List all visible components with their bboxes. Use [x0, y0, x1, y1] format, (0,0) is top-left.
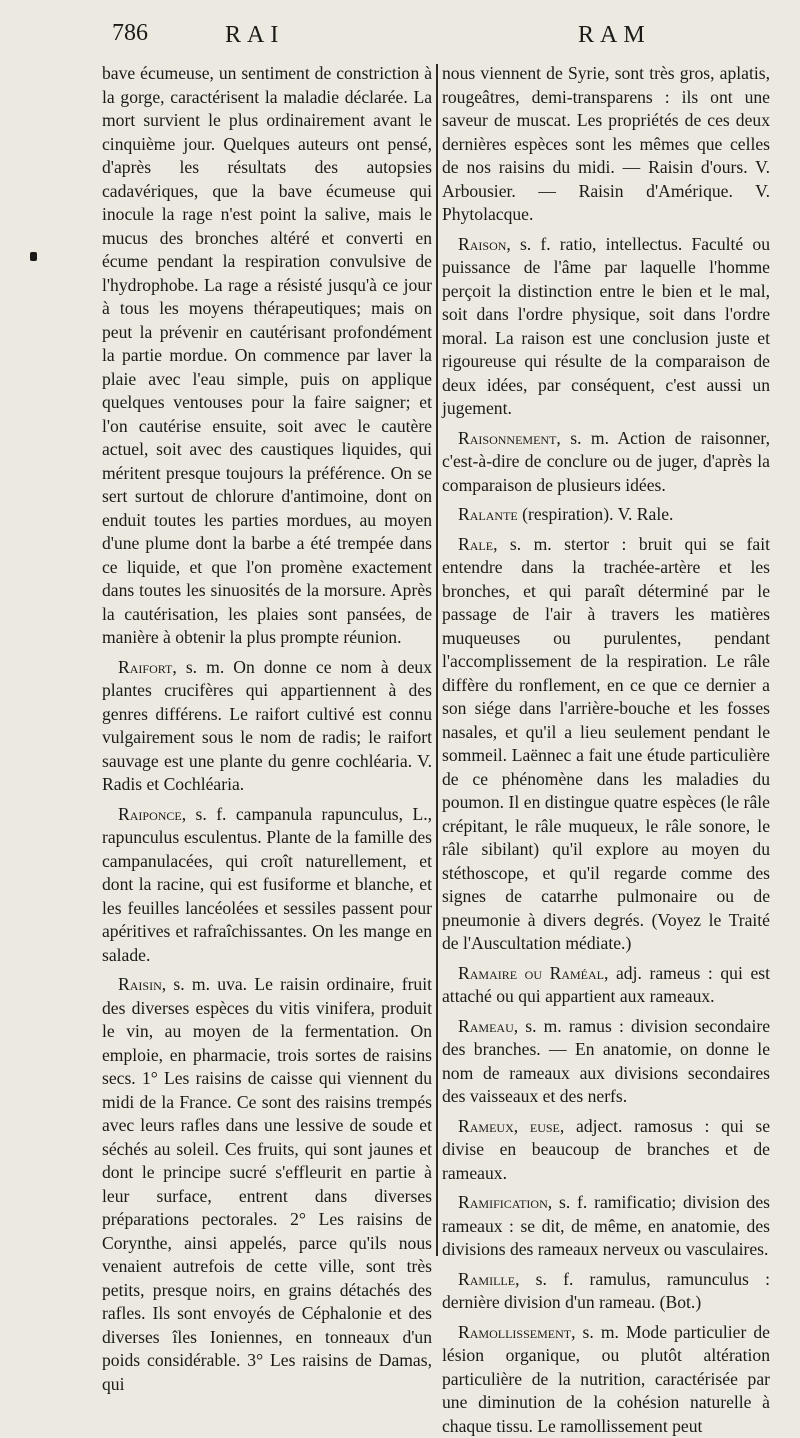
- headword: Ramille: [458, 1269, 515, 1289]
- headword: Raison: [458, 234, 506, 254]
- entry-raisonnement: [442, 427, 770, 498]
- entry-text: nous viennent de Syrie, sont très gros, aplatis, rougeâtres, demi-transparens : ils ont une saveur de muscat. Les propriétés de ces deux dernières espèces sont les mêmes que celles de nos raisins du midi. — Raisin d'ours. V. Arbousier. — Raisin d'Amérique. V. Phytolacque.: [442, 63, 770, 224]
- entry-text: , s. m. On donne ce nom à deux plantes crucifères qui appartiennent à des genres différens. Le raifort cultivé est connu vulgairement sous le nom de radis; le raifort sauvage est une plante du genre cochléaria. V. Radis et Cochléaria.: [102, 657, 432, 795]
- entry-text: , s. f. ramificatio; division des rameaux : se dit, de même, en anatomie, des divisions des rameaux nerveux ou vasculaires.: [442, 1192, 770, 1259]
- entry-rameau: [442, 1015, 770, 1109]
- entry-raiponce: [102, 803, 432, 968]
- entry-text: , s. m. uva. Le raisin ordinaire, fruit des diverses espèces du vitis vinifera, produit le vin, au moyen de la fermentation. On emploie, en pharmacie, trois sortes de raisins secs. 1° Les raisins de caisse qui viennent du midi de la France. Ce sont des raisins trempés avec leurs rafles dans une lessive de soude et séchés au soleil. Ces fruits, qui sont jaunes et dont le principe sucré s'effleurit en partie à leur surface, entrent dans diverses préparations pectorales. 2° Les raisins de Corynthe, ainsi appelés, parce qu'ils nous venaient autrefois de cette ville, sont très petits, presque noirs, en grains détachés des rafles. Ils sont envoyés de Céphalonie et des diverses îles Ioniennes, en tonneaux d'un poids considérable. 3° Les raisins de Damas, qui: [102, 974, 432, 1394]
- headword: Raisonnement: [458, 428, 556, 448]
- headword: Rale: [458, 534, 493, 554]
- entry-text: bave écumeuse, un sentiment de constriction à la gorge, caractérisent la maladie déclarée. La mort survient le plus ordinairement avant le cinquième jour. Quelques auteurs ont pensé, d'après les résultats des autopsies cadavériques, que la bave écumeuse qui inocule la rage n'est point la salive, mais le mucus des bronches altéré et converti en écume pendant la respiration convulsive de l'hydrophobe. La rage a résisté jusqu'à ce jour à tous les moyens thérapeutiques; mais on peut la prévenir en cautérisant profondément la partie mordue. On commence par laver la plaie avec l'eau simple, puis on applique quelques ventouses pour la faire saigner; et l'on cautérise ensuite, soit avec le cautère actuel, soit avec des caustiques liquides, qui méritent presque toujours la préférence. On se sert surtout de chlorure d'antimoine, dont on enduit toutes les parties mordues, au moyen d'une plume dont la barbe a été trempée dans ce liquide, et que l'on promène exactement dans toutes les sinuosités de la morsure. Après la cautérisation, les plaies sont pansées, de manière à obtenir la plus prompte réunion.: [102, 63, 432, 647]
- headword: Ramaire ou Raméal: [458, 963, 604, 983]
- entry-text: , s. f. ratio, intellectus. Faculté ou puissance de l'âme par laquelle l'homme perçoit la distinction entre le bien et le mal, soit dans l'ordre physique, soit dans l'ordre moral. La raison est une conclusion juste et rigoureuse qui résulte de la comparaison de deux idées, par conséquent, c'est aussi un jugement.: [442, 234, 770, 419]
- entry-continuation: [102, 62, 432, 650]
- entry-raisin: [102, 973, 432, 1396]
- page-header: [0, 20, 800, 60]
- entry-text: , s. m. Action de raisonner, c'est-à-dire de conclure ou de juger, d'après la comparaison de plusieurs idées.: [442, 428, 770, 495]
- entry-raifort: [102, 656, 432, 797]
- entry-ramille: [442, 1268, 770, 1315]
- entry-text: , adject. ramosus : qui se divise en beaucoup de branches et de rameaux.: [442, 1116, 770, 1183]
- right-column: [442, 62, 770, 1252]
- headword: Raiponce: [118, 804, 182, 824]
- column-divider: [436, 64, 438, 1256]
- headword: Ralante: [458, 504, 518, 524]
- entry-text: , s. m. Mode particulier de lésion organique, ou plutôt altération particulière de la nutrition, caractérisée par une diminution de la cohésion naturelle à chaque tissu. Le ramollissement peut: [442, 1322, 770, 1436]
- headword: Raifort: [118, 657, 172, 677]
- entry-text: , s. m. ramus : division secondaire des branches. — En anatomie, on donne le nom de rameaux aux divisions secondaires des vaisseaux et des nerfs.: [442, 1016, 770, 1107]
- margin-ink-mark: [30, 252, 37, 261]
- left-column: [102, 62, 432, 1252]
- running-head-left: RAI: [225, 22, 284, 49]
- headword: Rameau: [458, 1016, 514, 1036]
- headword: Ramollissement: [458, 1322, 571, 1342]
- headword: Rameux, euse: [458, 1116, 560, 1136]
- entry-ramollissement: [442, 1321, 770, 1438]
- entry-continuation: [442, 62, 770, 227]
- entry-ramaire: [442, 962, 770, 1009]
- entry-text: , adj. rameus : qui est attaché ou qui appartient aux rameaux.: [442, 963, 770, 1007]
- headword: Ramification: [458, 1192, 548, 1212]
- entry-text: , s. f. campanula rapunculus, L., rapunculus esculentus. Plante de la famille des campanulacées, qui croît naturellement, et dont la racine, qui est fusiforme et blanche, et les feuilles lancéolées et sessiles passent pour apéritives et rafraîchissantes. On les mange en salade.: [102, 804, 432, 965]
- page-number: 786: [112, 20, 148, 47]
- entry-text: (respiration). V. Rale.: [518, 504, 674, 524]
- entry-text: , s. f. ramulus, ramunculus : dernière division d'un rameau. (Bot.): [442, 1269, 770, 1313]
- entry-rameux: [442, 1115, 770, 1186]
- entry-text: , s. m. stertor : bruit qui se fait entendre dans la trachée-artère et les bronches, et qui paraît déterminé par le passage de l'air à travers les matières muqueuses ou purulentes, pendant l'accomplissement de la respiration. Le râle diffère du ronflement, en ce que ce dernier a son siége dans l'arrière-bouche et les fosses nasales, et qu'il a lieu seulement pendant le sommeil. Laënnec a fait une étude particulière de ce phénomène dans les maladies du poumon. Il en distingue quatre espèces (le râle crépitant, le râle muqueux, le râle sonore, le râle sibilant) qu'il explore au moyen du stéthoscope, et qu'il regarde comme des signes de catarrhe pulmonaire ou de pneumonie à divers degrés. (Voyez le Traité de l'Auscultation médiate.): [442, 534, 770, 954]
- entry-ramification: [442, 1191, 770, 1262]
- entry-raison: [442, 233, 770, 421]
- entry-rale: [442, 533, 770, 956]
- headword: Raisin: [118, 974, 162, 994]
- running-head-right: RAM: [578, 22, 651, 49]
- entry-ralante: [442, 503, 770, 527]
